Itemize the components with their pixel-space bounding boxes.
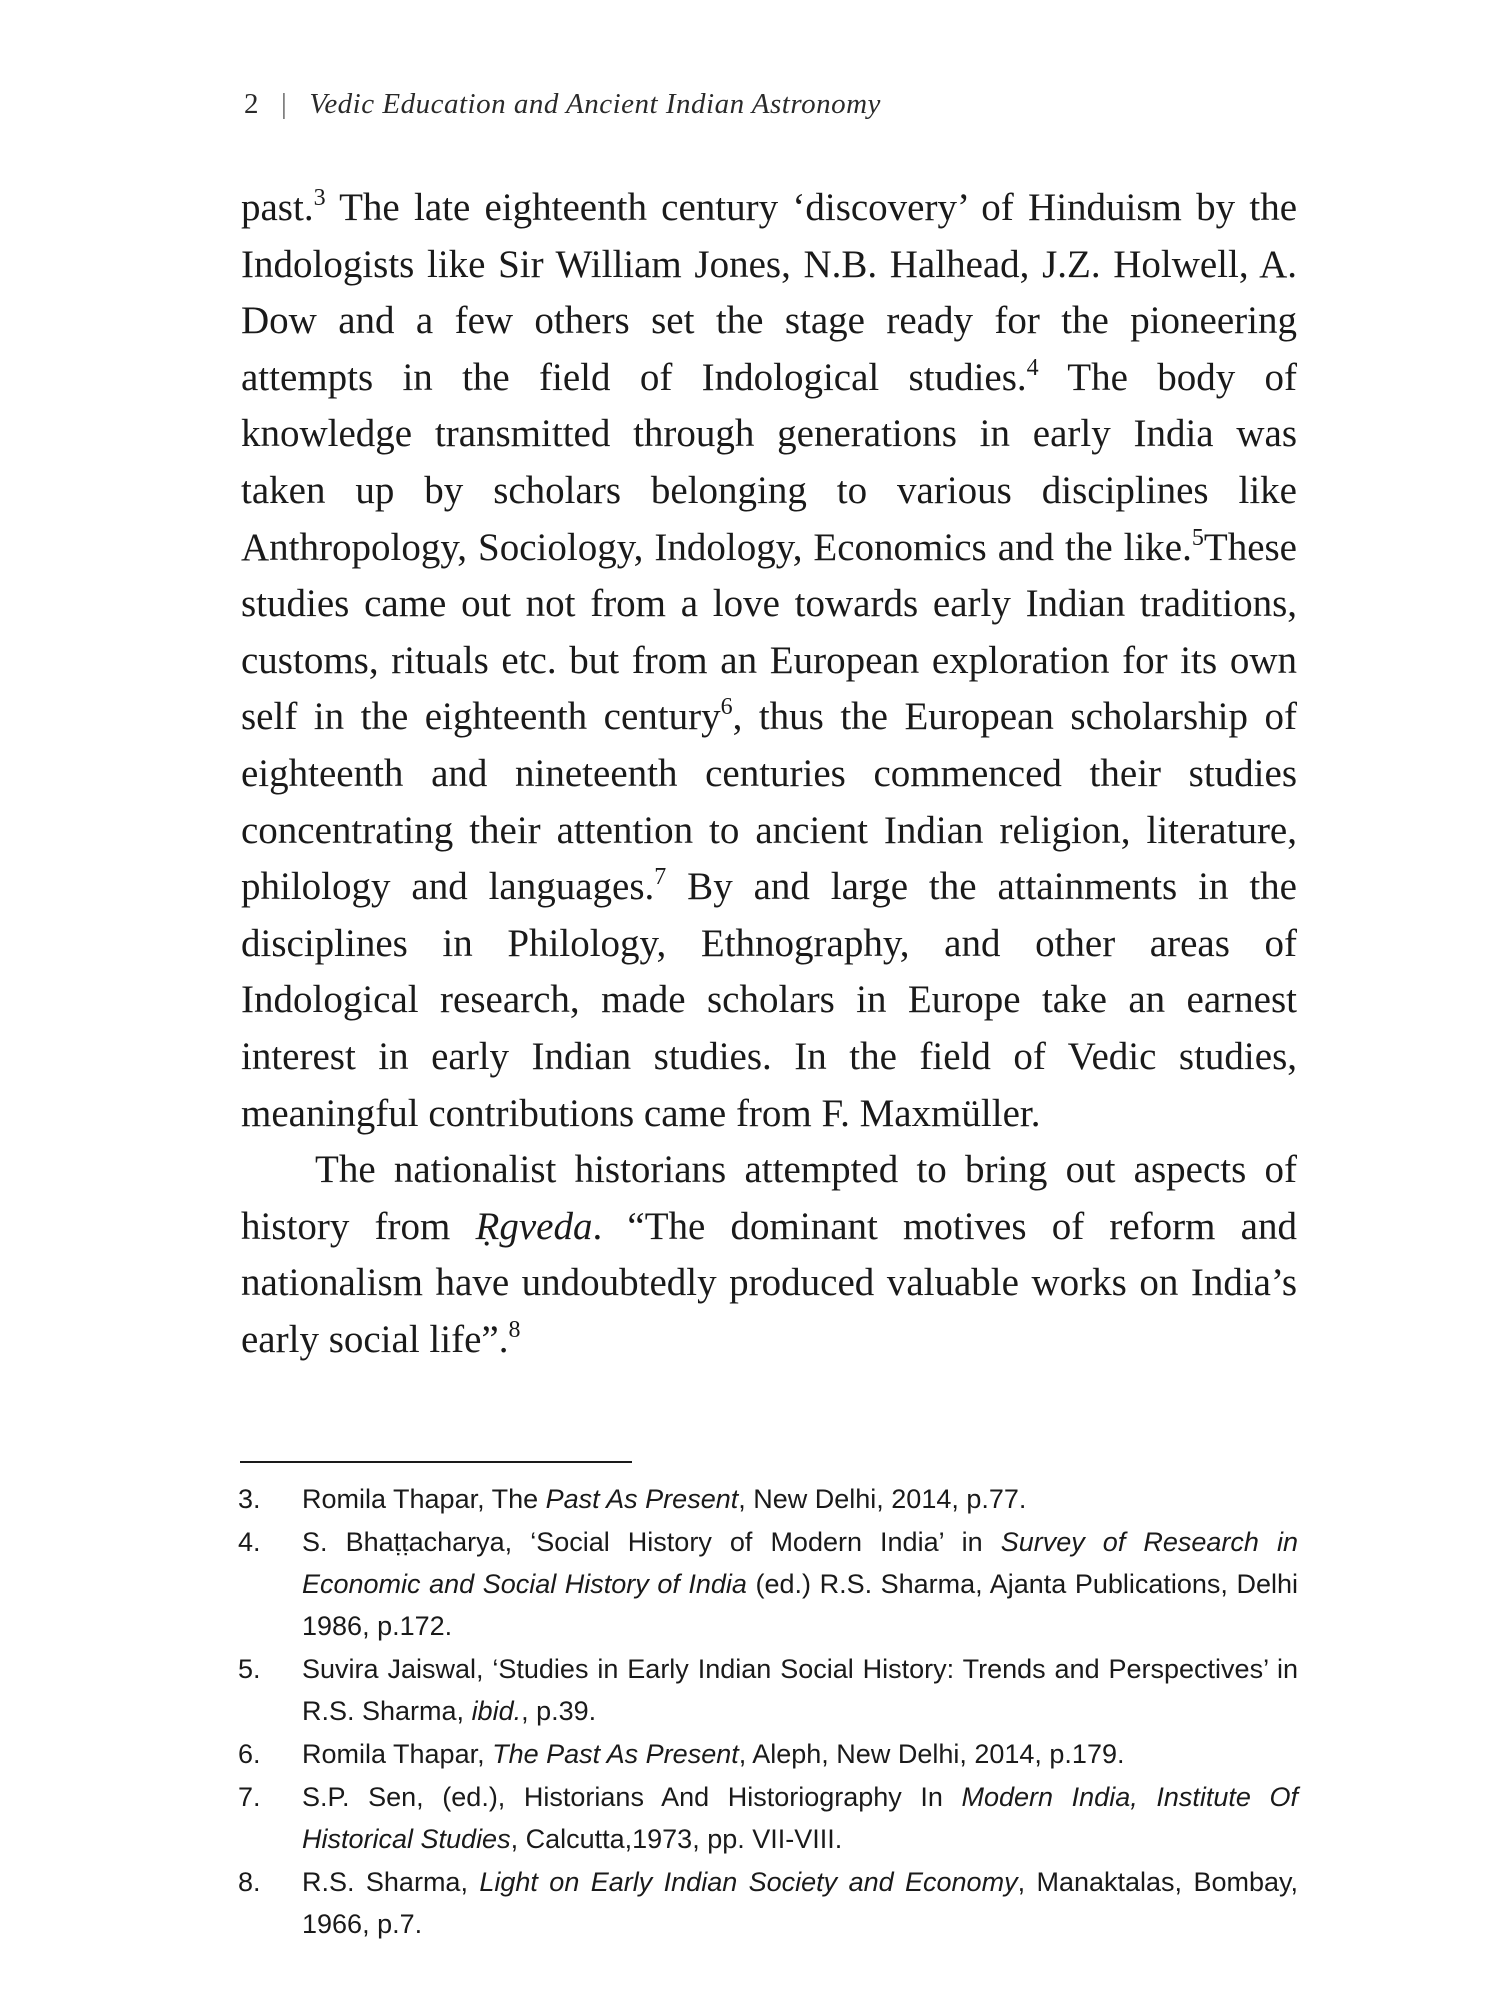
footnote-4: [238, 1521, 1298, 1647]
p2-text-2: . “The dominant motives of reform and nationalism have undoubtedly produced valuable works on India’s early social life”.: [241, 1204, 1297, 1361]
footnote-3: [238, 1478, 1298, 1520]
p1-text-3: The body of knowledge transmitted through generations in early India was taken up by scholars belonging to various disciplines like Anthropology, Sociology, Indology, Economics and the like.: [241, 355, 1297, 569]
main-text: [241, 180, 1297, 1368]
footnote-number: 5.: [238, 1654, 261, 1684]
footnote-number: 8.: [238, 1867, 261, 1897]
footnote-number: 4.: [238, 1527, 261, 1557]
book-title: Vedic Education and Ancient Indian Astronomy: [309, 88, 881, 120]
p1-text-2: The late eighteenth century ‘discovery’ of Hinduism by the Indologists like Sir William Jones, N.B. Halhead, J.Z. Holwell, A. Dow and a few others set the stage ready for the pioneering attempts in the field of Indological studies.: [241, 186, 1297, 399]
rgveda-title: Ṛgveda: [475, 1204, 593, 1248]
footnote-5: [238, 1648, 1298, 1732]
footnote-ref-8: 8: [508, 1316, 521, 1343]
running-header: [244, 88, 881, 121]
page-number: 2: [244, 88, 259, 120]
footnote-text: Suvira Jaiswal, ‘Studies in Early Indian Social History: Trends and Perspectives’ in R.S. Sharma, ibid., p.39.: [302, 1654, 1298, 1726]
header-separator: |: [281, 88, 288, 120]
footnote-separator-rule: [240, 1461, 632, 1463]
footnote-8: [238, 1861, 1298, 1945]
paragraph-1: [241, 180, 1297, 1142]
footnote-ref-4: 4: [1026, 354, 1039, 381]
footnotes: [238, 1478, 1298, 1946]
footnote-text: R.S. Sharma, Light on Early Indian Society and Economy, Manaktalas, Bombay, 1966, p.7.: [302, 1867, 1299, 1939]
footnote-ref-6: 6: [720, 694, 733, 721]
footnote-text: S. Bhaṭṭacharya, ‘Social History of Modern India’ in Survey of Research in Economic and Social History of India (ed.) R.S. Sharma, Ajanta Publications, Delhi 1986, p.172.: [302, 1527, 1298, 1641]
p2-text-1: The nationalist historians attempted to bring out aspects of history from: [241, 1148, 1297, 1248]
p1-text-6: By and large the attainments in the disciplines in Philology, Ethnography, and other areas of Indological research, made scholars in Europe take an earnest interest in early Indian studies. In the field of Vedic studies, meaningful contributions came from F. Maxmüller.: [241, 865, 1297, 1135]
footnote-number: 6.: [238, 1739, 261, 1769]
footnote-ref-7: 7: [654, 864, 667, 891]
p1-text-5: , thus the European scholarship of eighteenth and nineteenth centuries commenced their studies concentrating their attention to ancient Indian religion, literature, philology and languages.: [241, 695, 1297, 909]
p1-text-4: These studies came out not from a love towards early Indian traditions, customs, rituals etc. but from an European exploration for its own self in the eighteenth century: [241, 525, 1297, 739]
footnote-text: Romila Thapar, The Past As Present, New Delhi, 2014, p.77.: [302, 1484, 1027, 1514]
footnote-text: S.P. Sen, (ed.), Historians And Historiography In Modern India, Institute Of Historical Studies, Calcutta,1973, pp. VII-VIII.: [302, 1782, 1298, 1854]
footnote-text: Romila Thapar, The Past As Present, Aleph, New Delhi, 2014, p.179.: [302, 1739, 1125, 1769]
footnote-ref-5: 5: [1191, 524, 1204, 551]
footnote-number: 3.: [238, 1484, 261, 1514]
footnote-6: [238, 1733, 1298, 1775]
footnote-7: [238, 1776, 1298, 1860]
paragraph-2: [241, 1142, 1297, 1368]
footnote-ref-3: 3: [313, 185, 326, 211]
p1-text-1: past.: [241, 186, 314, 229]
footnote-number: 7.: [238, 1782, 261, 1812]
